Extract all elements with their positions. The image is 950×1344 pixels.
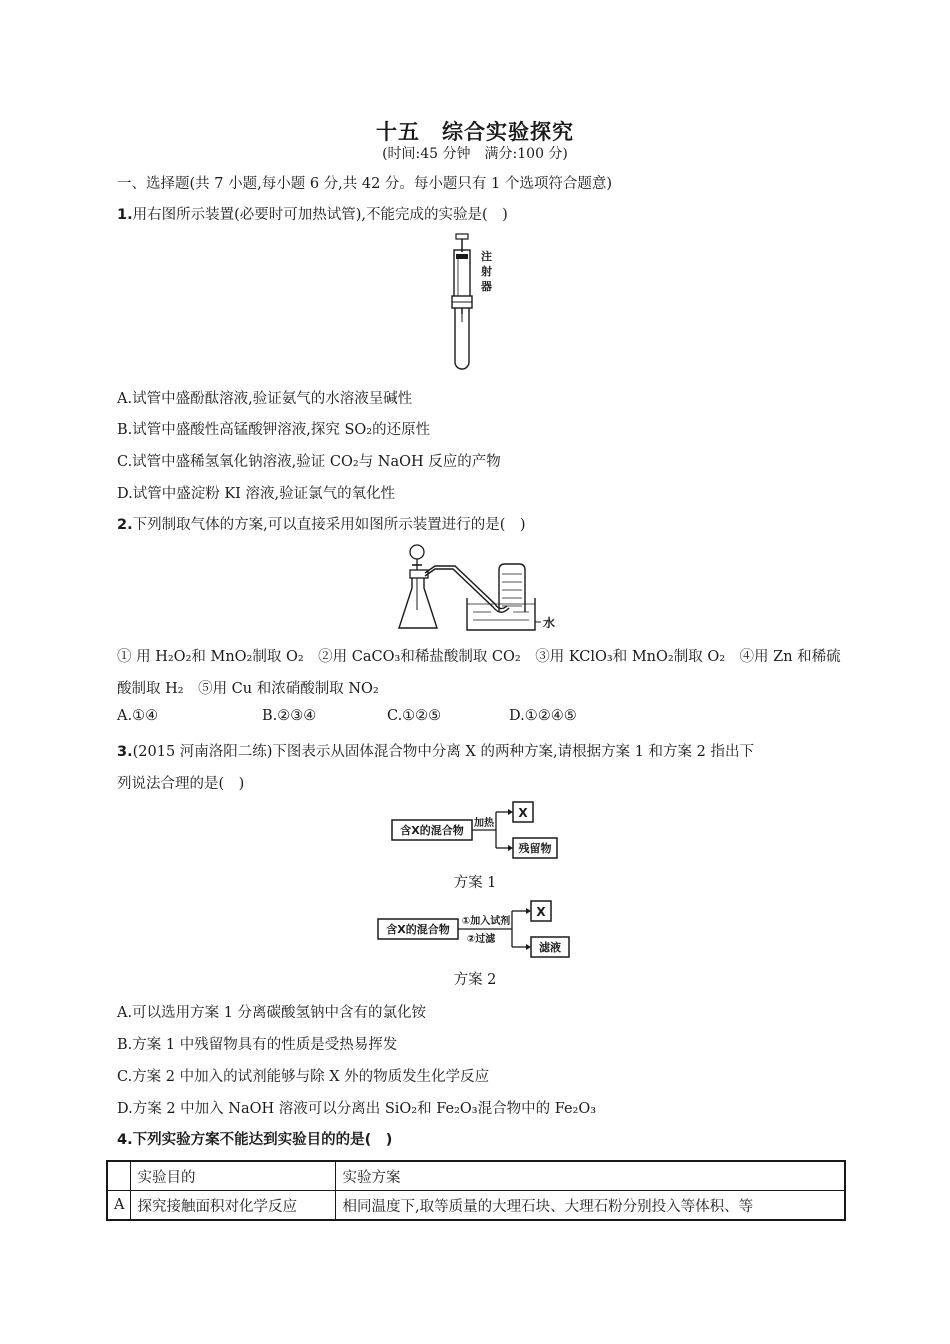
question-3-line2: 列说法合理的是( ) [117,776,245,792]
table-cell: 相同温度下,取等质量的大理石块、大理石粉分别投入等体积、等 [336,1191,845,1221]
table-cell: 探究接触面积对化学反应 [131,1191,336,1221]
q1-option-d: D.试管中盛淀粉 KI 溶液,验证氯气的氧化性 [117,486,396,502]
figure-label-2: 射 [481,265,492,278]
question-number: 3. [117,744,133,760]
q2-choice-c: C.①②⑤ [387,708,442,724]
table-row [107,1191,845,1221]
q3-option-a: A.可以选用方案 1 分离碳酸氢钠中含有的氯化铵 [117,1005,427,1021]
q2-items-line2: 酸制取 H₂ ⑤用 Cu 和浓硝酸制取 NO₂ [117,681,379,697]
scheme2-step1: ①加入试剂 [461,916,511,927]
scheme2-output-filtrate: 滤液 [539,941,561,954]
table-header-cell: 实验目的 [131,1161,336,1191]
q2-items-line1: ① 用 H₂O₂和 MnO₂制取 O₂ ②用 CaCO₃和稀盐酸制取 CO₂ ③用 KClO₃和 MnO₂制取 O₂ ④用 Zn 和稀硫 [117,649,841,665]
experiment-table [106,1160,846,1221]
question-stem: 用右图所示装置(必要时可加热试管),不能完成的实验是( ) [132,207,508,223]
gas-collection-apparatus-figure [395,540,560,635]
scheme1-output-x: X [518,806,528,820]
scheme1-source: 含X的混合物 [400,824,464,837]
q1-option-b: B.试管中盛酸性高锰酸钾溶液,探究 SO₂的还原性 [117,422,431,438]
question-number: 1. [117,207,133,223]
scheme-1-diagram [390,800,570,862]
q2-choice-b: B.②③④ [262,708,317,724]
table-header-cell: 实验方案 [336,1161,845,1191]
figure-label-1: 注 [481,250,492,263]
q3-option-b: B.方案 1 中残留物具有的性质是受热易挥发 [117,1037,398,1053]
scheme-2-caption: 方案 2 [453,972,497,988]
question-number: 4. [117,1132,133,1148]
question-number: 2. [117,517,133,533]
question-4 [117,1128,392,1149]
q2-choice-a: A.①④ [117,708,159,724]
question-stem: 下列实验方案不能达到实验目的的是( ) [132,1132,393,1148]
syringe-test-tube-figure [440,232,510,377]
q1-option-a: A.试管中盛酚酞溶液,验证氨气的水溶液呈碱性 [117,391,413,407]
scheme-1-caption: 方案 1 [453,875,497,891]
scheme2-output-x: X [536,905,546,919]
table-header-row [107,1161,845,1191]
question-stem: 下列制取气体的方案,可以直接采用如图所示装置进行的是( ) [132,517,526,533]
scheme-2-diagram [376,897,576,959]
scheme2-step2: ②过滤 [466,934,496,945]
water-label: 水 [543,616,556,630]
figure-label-3: 器 [481,280,492,293]
scheme2-source: 含X的混合物 [386,923,450,936]
table-cell: A [107,1191,131,1221]
q3-option-c: C.方案 2 中加入的试剂能够与除 X 外的物质发生化学反应 [117,1069,490,1085]
question-stem-line1: (2015 河南洛阳二练)下图表示从固体混合物中分离 X 的两种方案,请根据方案 1 和方案 2 指出下 [132,744,754,760]
section-heading: 一、选择题(共 7 小题,每小题 6 分,共 42 分。每小题只有 1 个选项符合题意) [117,176,613,192]
q1-option-c: C.试管中盛稀氢氧化钠溶液,验证 CO₂与 NaOH 反应的产物 [117,454,501,470]
page-title: 十五 综合实验探究 [376,120,574,144]
scheme1-output-residue: 残留物 [518,842,552,855]
q3-option-d: D.方案 2 中加入 NaOH 溶液可以分离出 SiO₂和 Fe₂O₃混合物中的 Fe₂O₃ [117,1101,597,1117]
question-2 [117,513,526,534]
question-3 [117,740,754,761]
q2-choice-d: D.①②④⑤ [509,708,577,724]
table-header-cell [107,1161,131,1191]
page-subtitle: (时间:45 分钟 满分:100 分) [382,146,568,162]
question-1 [117,203,508,224]
scheme1-step: 加热 [474,818,494,829]
